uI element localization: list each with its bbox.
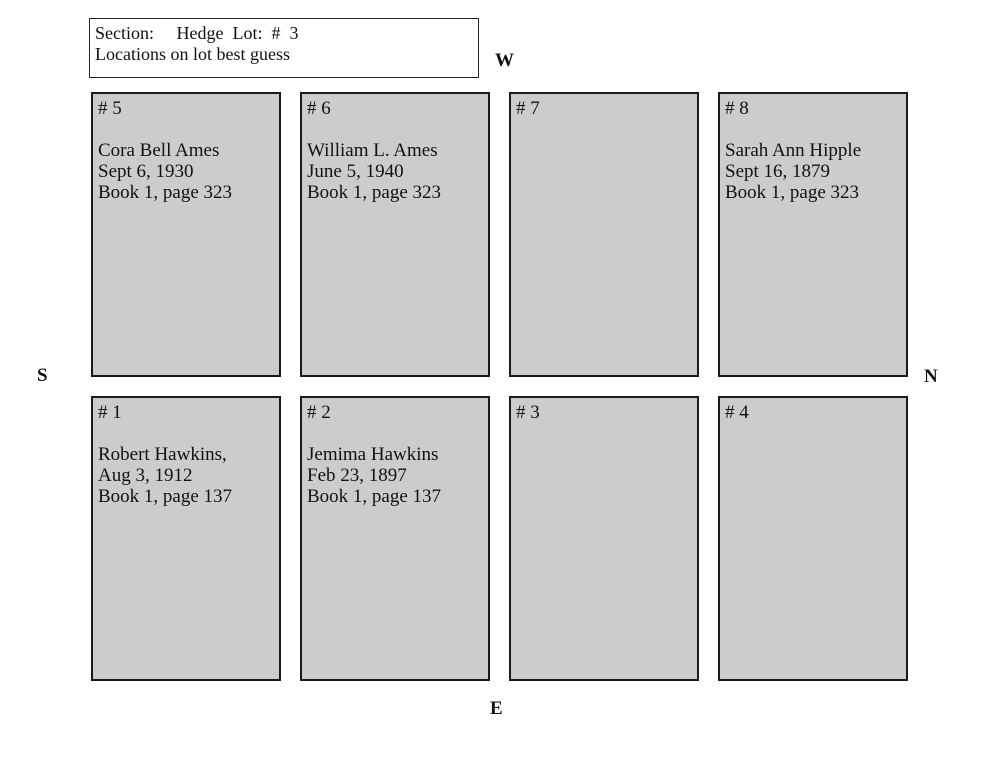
plot-record: Book 1, page 137 [307,486,442,507]
plot-8 [718,92,908,377]
plot-name: Robert Hawkins, [98,444,227,465]
plot-record: Book 1, page 323 [98,182,233,203]
plot-number: # 2 [307,402,331,423]
plot-date: June 5, 1940 [307,161,404,182]
plot-number: # 1 [98,402,122,423]
plot-name: William L. Ames [307,140,438,161]
plot-record: Book 1, page 137 [98,486,233,507]
plot-3 [509,396,699,681]
compass-west: W [495,50,514,71]
location-note: Locations on lot best guess [95,44,290,64]
compass-east: E [490,698,503,719]
plot-5 [91,92,281,377]
plot-record: Book 1, page 323 [307,182,442,203]
plot-number: # 5 [98,98,122,119]
plot-number: # 3 [516,402,540,423]
compass-north: N [924,366,938,387]
plot-name: Sarah Ann Hipple [725,140,862,161]
lot-header [89,18,479,78]
plot-7 [509,92,699,377]
section-lot-label: Section: Hedge Lot: # 3 [95,23,299,43]
plot-date: Sept 6, 1930 [98,161,194,182]
compass-south: S [37,365,48,386]
plot-number: # 4 [725,402,749,423]
plot-name: Jemima Hawkins [307,444,439,465]
plot-number: # 8 [725,98,749,119]
plot-1 [91,396,281,681]
plot-name: Cora Bell Ames [98,140,220,161]
plot-date: Feb 23, 1897 [307,465,407,486]
plot-2 [300,396,490,681]
plot-date: Sept 16, 1879 [725,161,831,182]
plot-4 [718,396,908,681]
plot-date: Aug 3, 1912 [98,465,193,486]
plot-number: # 6 [307,98,331,119]
plot-record: Book 1, page 323 [725,182,860,203]
plot-6 [300,92,490,377]
plot-number: # 7 [516,98,540,119]
